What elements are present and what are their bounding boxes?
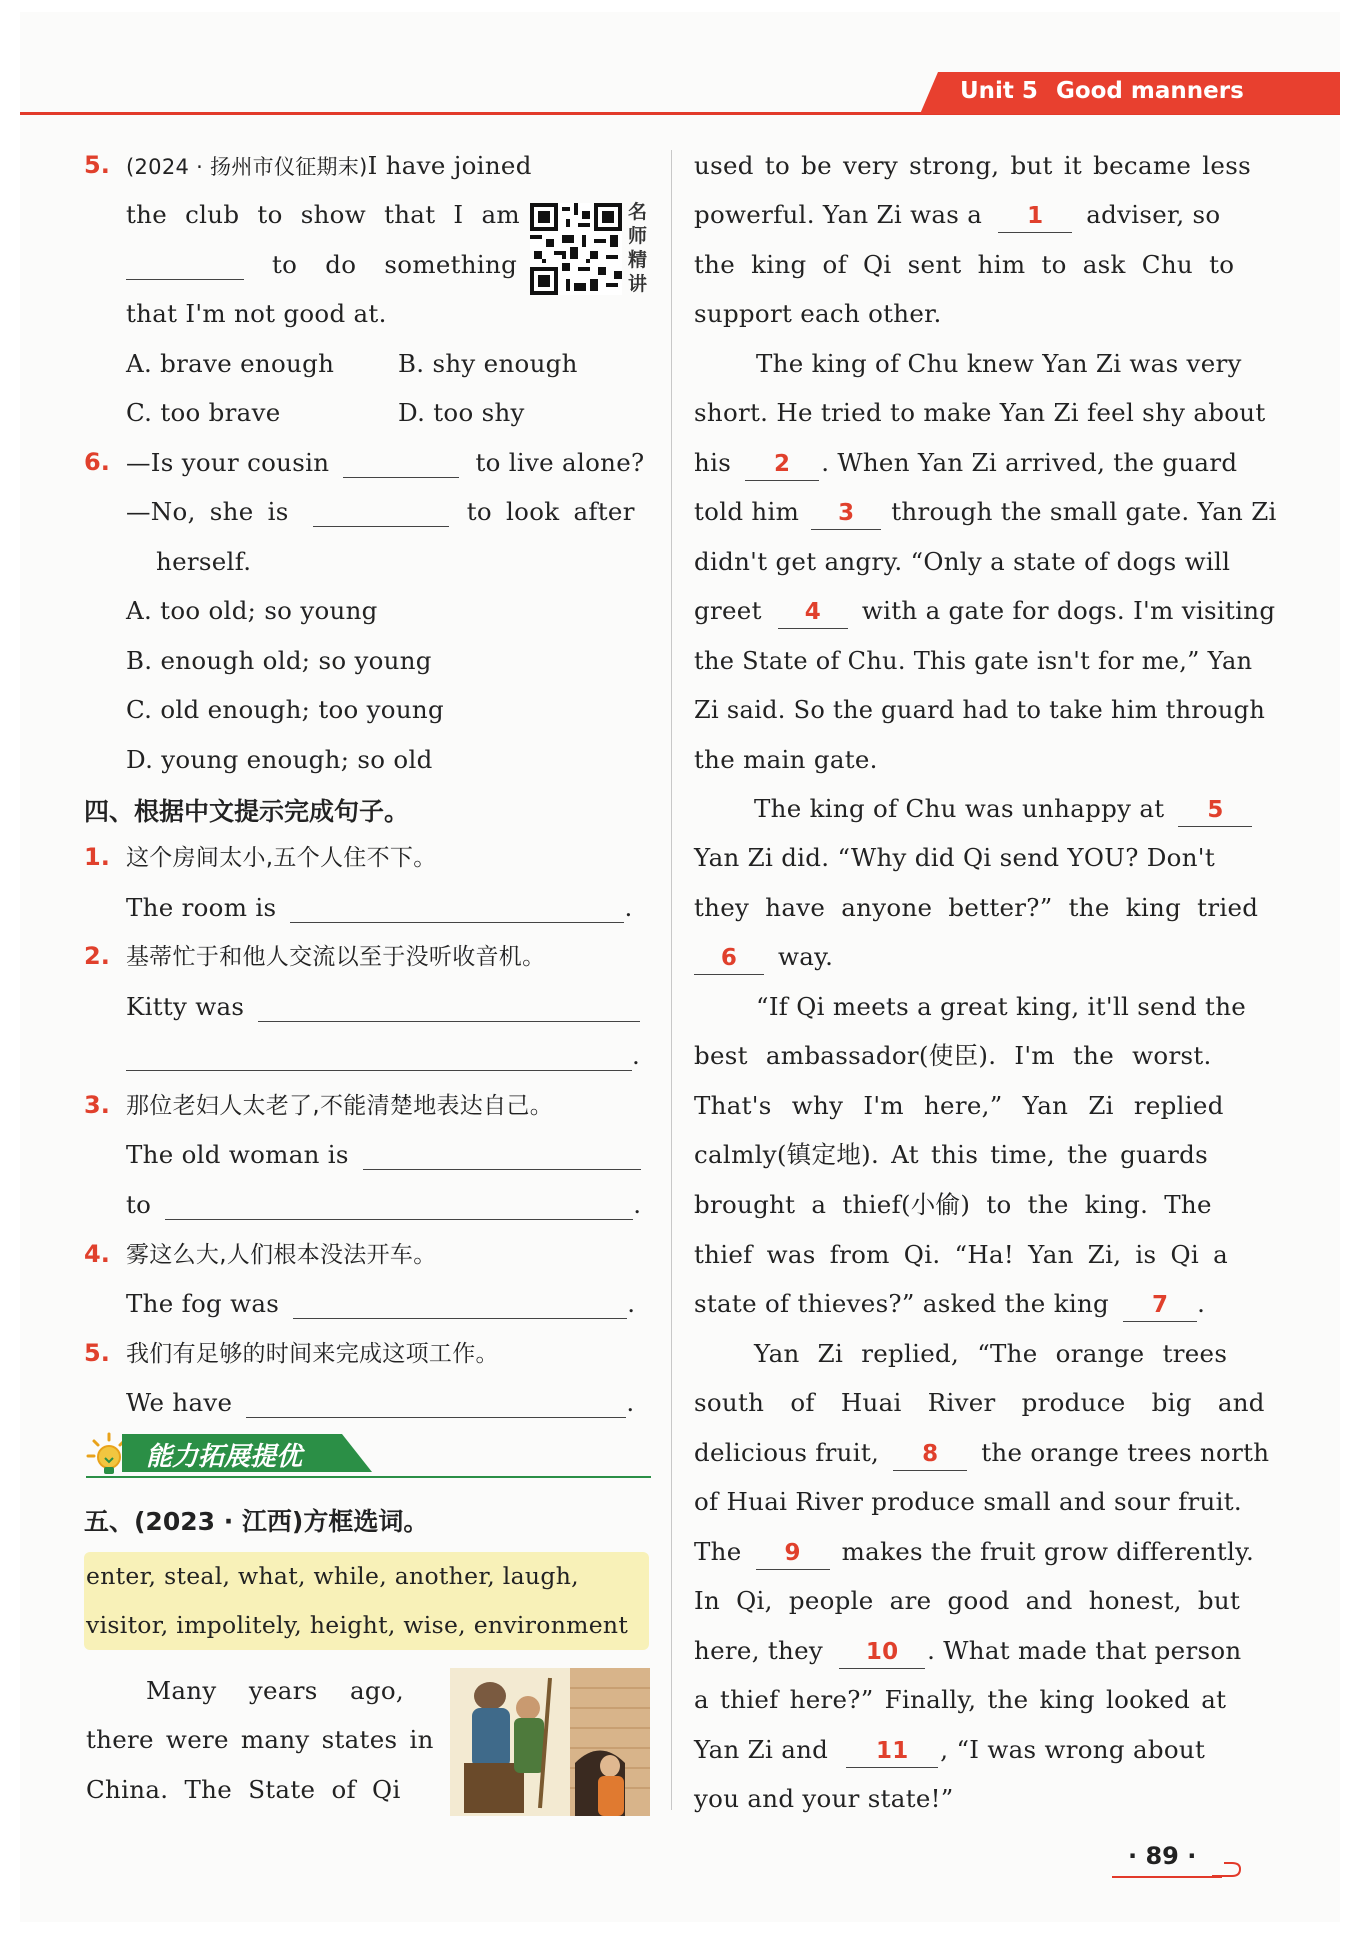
passage-line: a thief here?” Finally, the king looked at xyxy=(694,1685,1227,1714)
passage-line: brought a thief(小偷) to the king. The xyxy=(694,1190,1212,1219)
answer-blank[interactable] xyxy=(126,253,244,280)
column-divider xyxy=(671,150,672,1810)
answer-blank[interactable] xyxy=(363,1143,641,1170)
passage-line: you and your state!” xyxy=(694,1784,954,1813)
option[interactable]: A. brave enough xyxy=(126,349,335,378)
question-source: (2024 · 扬州市仪征期末) xyxy=(126,155,368,179)
question-line: that I'm not good at. xyxy=(126,299,387,328)
chinese-prompt: 雾这么大,人们根本没法开车。 xyxy=(126,1242,437,1268)
sentence-start: The fog was xyxy=(126,1289,280,1318)
item-number: 3. xyxy=(84,1091,110,1119)
word-box-line: visitor, impolitely, height, wise, environment xyxy=(86,1611,629,1639)
chinese-prompt: 我们有足够的时间来完成这项工作。 xyxy=(126,1341,499,1367)
passage-line: greet 4 with a gate for dogs. I'm visiting xyxy=(694,596,1275,629)
passage-line: The king of Chu knew Yan Zi was very xyxy=(756,349,1242,378)
answer-blank[interactable] xyxy=(165,1193,633,1220)
passage-line: 6 way. xyxy=(694,942,833,975)
translation-line: to . xyxy=(126,1190,642,1219)
answer-blank[interactable]: 3 xyxy=(811,499,881,530)
passage-line: The 9 makes the fruit grow differently. xyxy=(694,1537,1254,1570)
passage-line: there were many states in xyxy=(86,1725,434,1754)
unit-title xyxy=(960,78,1262,104)
sentence-start: The room is xyxy=(126,893,277,922)
translation-line xyxy=(126,1140,641,1170)
passage-line: they have anyone better?” the king tried xyxy=(694,893,1259,922)
translation-line: The fog was . xyxy=(126,1289,636,1318)
sentence-start: to xyxy=(126,1190,152,1219)
passage-line: That's why I'm here,” Yan Zi replied xyxy=(694,1091,1224,1120)
banner-rule xyxy=(86,1476,651,1478)
section-title: 四、根据中文提示完成句子。 xyxy=(84,797,410,826)
banner-title: 能力拓展提优 xyxy=(146,1442,303,1472)
passage-line: told him 3 through the small gate. Yan Zi xyxy=(694,497,1277,530)
translation-line: . xyxy=(126,1041,640,1071)
passage-line: his 2 . When Yan Zi arrived, the guard xyxy=(694,448,1237,481)
word-box-line: enter, steal, what, while, another, laugh, xyxy=(86,1562,579,1590)
chinese-prompt: 这个房间太小,五个人住不下。 xyxy=(126,845,437,871)
question-number: 5. xyxy=(84,151,110,179)
question-line xyxy=(126,448,644,478)
passage-line: “If Qi meets a great king, it'll send the xyxy=(756,992,1247,1021)
answer-blank[interactable]: 2 xyxy=(745,450,819,481)
passage-line: calmly(镇定地). At this time, the guards xyxy=(694,1140,1209,1169)
question-text: to do something xyxy=(272,250,518,279)
answer-blank[interactable] xyxy=(258,995,640,1022)
option[interactable]: B. shy enough xyxy=(398,349,578,378)
answer-blank[interactable]: 8 xyxy=(893,1440,967,1471)
option[interactable]: A. too old; so young xyxy=(126,596,378,625)
answer-blank[interactable]: 7 xyxy=(1123,1291,1197,1322)
passage-line: Many years ago, xyxy=(146,1676,404,1705)
page-number-rule xyxy=(1112,1876,1222,1878)
answer-blank[interactable]: 5 xyxy=(1178,796,1252,827)
question-line xyxy=(126,151,532,182)
qr-code[interactable] xyxy=(530,203,622,295)
passage-line: south of Huai River produce big and xyxy=(694,1388,1265,1417)
answer-blank[interactable]: 4 xyxy=(778,598,848,629)
passage-line: Yan Zi replied, “The orange trees xyxy=(754,1339,1228,1368)
option[interactable]: D. young enough; so old xyxy=(126,745,433,774)
passage-line: thief was from Qi. “Ha! Yan Zi, is Qi a xyxy=(694,1240,1229,1269)
item-number: 1. xyxy=(84,843,110,871)
passage-line: state of thieves?” asked the king 7 . xyxy=(694,1289,1205,1322)
page-number: · 89 · xyxy=(1128,1842,1197,1870)
passage-line: short. He tried to make Yan Zi feel shy about xyxy=(694,398,1266,427)
passage-line: Yan Zi and 11 , “I was wrong about xyxy=(694,1735,1205,1768)
question-text: to look after xyxy=(466,497,635,526)
passage-line: the main gate. xyxy=(694,745,878,774)
passage-line: The king of Chu was unhappy at 5 xyxy=(754,794,1252,827)
section-banner xyxy=(86,1430,396,1478)
story-illustration xyxy=(450,1668,650,1816)
question-number: 6. xyxy=(84,448,110,476)
answer-blank[interactable]: 11 xyxy=(846,1737,938,1768)
passage-line: the State of Chu. This gate isn't for me,” Yan xyxy=(694,647,1253,675)
answer-blank[interactable]: 9 xyxy=(756,1539,830,1570)
passage-line: powerful. Yan Zi was a 1 adviser, so xyxy=(694,200,1220,233)
item-number: 5. xyxy=(84,1339,110,1367)
option[interactable]: D. too shy xyxy=(398,398,525,427)
passage-line: Zi said. So the guard had to take him through xyxy=(694,696,1266,724)
option[interactable]: C. old enough; too young xyxy=(126,695,444,724)
passage-line: of Huai River produce small and sour fruit. xyxy=(694,1487,1242,1516)
answer-blank[interactable] xyxy=(313,500,449,527)
chinese-prompt: 那位老妇人太老了,不能清楚地表达自己。 xyxy=(126,1093,554,1119)
question-line: herself. xyxy=(156,547,252,576)
passage-line: China. The State of Qi xyxy=(86,1775,401,1804)
passage-line: Yan Zi did. “Why did Qi send YOU? Don't xyxy=(694,843,1215,872)
passage-line: best ambassador(使臣). I'm the worst. xyxy=(694,1041,1212,1070)
answer-blank[interactable]: 1 xyxy=(998,202,1072,233)
passage-line: used to be very strong, but it became less xyxy=(694,151,1251,180)
question-text: to live alone? xyxy=(475,448,645,477)
answer-blank[interactable] xyxy=(343,451,459,478)
passage-line: didn't get angry. “Only a state of dogs will xyxy=(694,547,1231,576)
question-line xyxy=(126,250,517,280)
passage-line: here, they 10 . What made that person xyxy=(694,1636,1241,1669)
passage-line: delicious fruit, 8 the orange trees north xyxy=(694,1438,1269,1471)
answer-blank[interactable] xyxy=(126,1044,632,1071)
passage-line: support each other. xyxy=(694,299,942,328)
sentence-start: We have xyxy=(126,1388,233,1417)
answer-blank[interactable] xyxy=(290,896,624,923)
question-text: I have joined xyxy=(367,151,532,180)
sentence-start: The old woman is xyxy=(126,1140,349,1169)
passage-line: the king of Qi sent him to ask Chu to xyxy=(694,250,1235,279)
translation-line xyxy=(126,992,640,1022)
sentence-start: Kitty was xyxy=(126,992,245,1021)
answer-blank[interactable] xyxy=(246,1391,626,1418)
section-title: 五、(2023 · 江西)方框选词。 xyxy=(84,1507,429,1536)
answer-blank[interactable]: 10 xyxy=(839,1638,925,1669)
unit-name: Good manners xyxy=(1055,78,1244,104)
item-number: 2. xyxy=(84,942,110,970)
answer-blank[interactable]: 6 xyxy=(694,944,764,975)
option[interactable]: B. enough old; so young xyxy=(126,646,432,675)
answer-blank[interactable] xyxy=(293,1292,627,1319)
page-swoosh-icon xyxy=(1212,1860,1242,1880)
item-number: 4. xyxy=(84,1240,110,1268)
qr-caption: 名师精讲 xyxy=(628,201,648,295)
question-text: —Is your cousin xyxy=(126,448,330,477)
question-text: —No, she is xyxy=(126,497,289,526)
unit-number: Unit 5 xyxy=(960,78,1038,104)
passage-line: In Qi, people are good and honest, but xyxy=(694,1586,1241,1615)
question-line: the club to show that I am xyxy=(126,200,520,229)
option[interactable]: C. too brave xyxy=(126,398,281,427)
chinese-prompt: 基蒂忙于和他人交流以至于没听收音机。 xyxy=(126,944,546,970)
translation-line: We have . xyxy=(126,1388,635,1417)
translation-line: The room is . xyxy=(126,893,633,922)
question-line xyxy=(126,497,635,527)
